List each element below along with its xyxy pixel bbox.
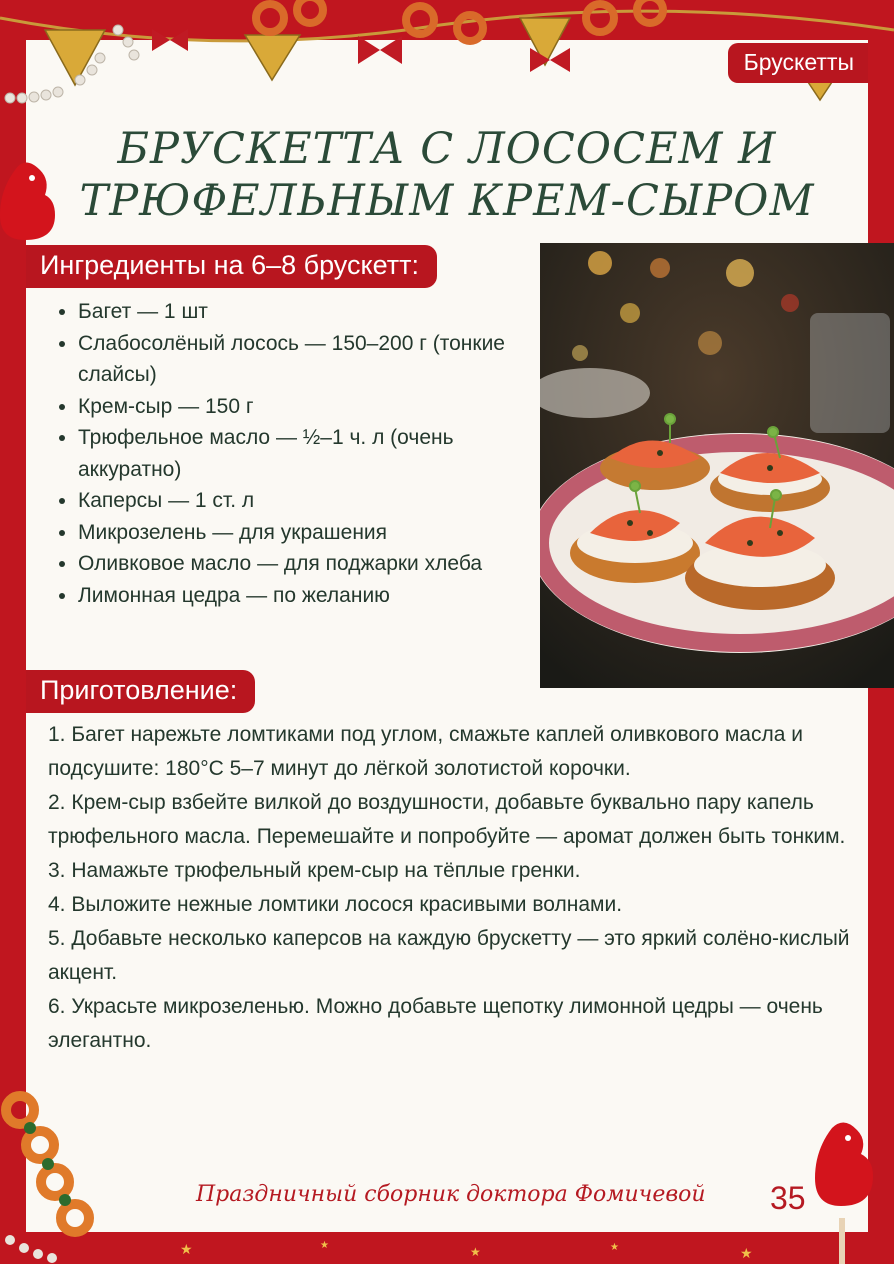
ingredient-item: • Микрозелень — для украшения [78,517,548,549]
ingredient-item: • Крем-сыр — 150 г [78,391,548,423]
svg-text:★: ★ [740,1245,753,1261]
svg-text:★: ★ [610,1242,619,1253]
ingredients-list [52,296,548,611]
recipe-title [40,123,854,227]
svg-text:★: ★ [470,1245,481,1259]
ingredient-item: • Каперсы — 1 ст. л [78,485,548,517]
ingredient-item: • Трюфельное масло — ½–1 ч. л (очень аккуратно) [78,422,548,485]
bruschetta-photo [540,243,894,688]
svg-text:★: ★ [320,1240,329,1251]
preparation-heading: Приготовление: [26,670,255,713]
ingredients-heading: Ингредиенты на 6–8 брускетт: [26,245,437,288]
title-line-2: ТРЮФЕЛЬНЫМ КРЕМ-СЫРОМ [79,176,815,226]
ingredient-item: • Лимонная цедра — по желанию [78,580,548,612]
preparation-steps [48,718,856,1058]
svg-text:★: ★ [180,1241,193,1257]
step-text: 3. Намажьте трюфельный крем-сыр на тёплые гренки. [48,859,581,882]
step-text: 6. Украсьте микрозеленью. Можно добавьте щепотку лимонной цедры — очень элегантно. [48,995,823,1052]
ingredient-item: • Оливковое масло — для поджарки хлеба [78,548,548,580]
ingredient-item: • Слабосолёный лосось — 150–200 г (тонкие слайсы) [78,328,548,391]
book-title: Праздничный сборник доктора Фомичевой [196,1182,706,1207]
section-tag: Брускетты [728,43,868,83]
step-text: 4. Выложите нежные ломтики лосося красивыми волнами. [48,893,623,916]
step-text: 1. Багет нарежьте ломтиками под углом, смажьте каплей оливкового масла и подсушите: 180°C 5–7 минут до лёгкой золотистой корочки. [48,723,803,780]
title-line-1: БРУСКЕТТА С ЛОСОСЕМ И [117,124,777,174]
star-icon [0,1232,894,1264]
ingredient-item: • Багет — 1 шт [78,296,548,328]
bagel-icon [256,0,663,41]
page-number: 35 [770,1180,806,1216]
step-text: 5. Добавьте несколько каперсов на каждую брускетту — это яркий солёно-кислый акцент. [48,927,850,984]
step-text: 2. Крем-сыр взбейте вилкой до воздушности, добавьте буквально пару капель трюфельного масла. Перемешайте и попробуйте — аромат должен быть тонким. [48,791,846,848]
